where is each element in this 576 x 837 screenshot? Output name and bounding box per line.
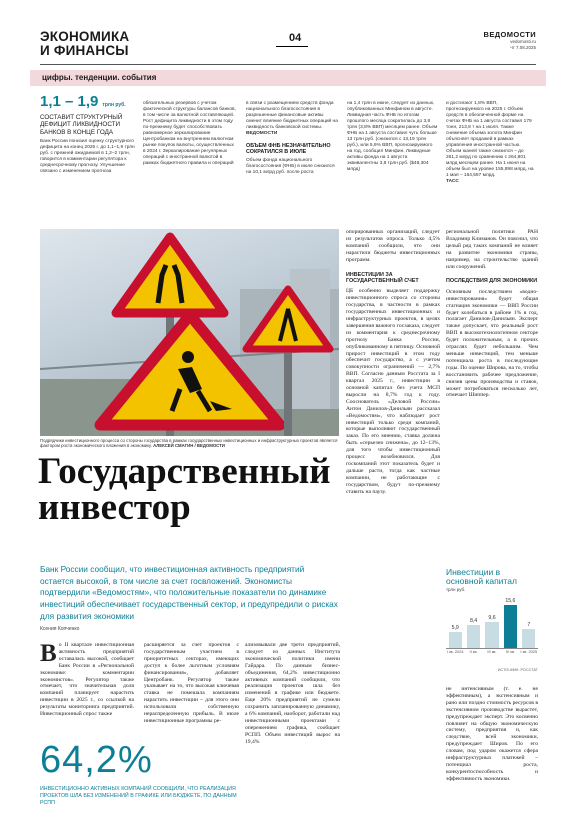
issue-date: чт 7.08.2025 [510, 45, 536, 50]
brief-text: Банк России понизил оценку структурного дефицита на конец 2025 г. до 1,1–1,9 трлн руб. с прежней ожидаемой в 1,2–2 трлн, говорится в комментарии регулятора к среднесрочному прогнозу. Улучшение связано с изменением прогноза [40, 139, 135, 175]
article-col-3: ализовывали две трети предприятий, следует из данных Института экономической политики имени Гайдара. По данным бизнес-объединения, 64,2% инвестиционно активных компаний сообщили, что реализация проектов шла без изменений в графике или бюджете. Еще 20% предприятий не сумели сохранить запланированную динамику, а 6% компаний, наоборот, работали над инвестиционными проектами с опережением графика, сообщает РСПП. Объем инвестиций вырос на 19,4% [245, 642, 340, 745]
brief-col-1 [40, 93, 136, 175]
photo-credit: АЛЕКСЕЙ СМАГИН / ВЕДОМОСТИ [153, 443, 225, 449]
brief-col-3-source: ВЕДОМОСТИ [246, 131, 278, 136]
chart-plot-area [446, 594, 538, 648]
article-title-line1: Государственный [38, 451, 331, 492]
dropcap: В [40, 640, 57, 667]
big-number-caption: ИНВЕСТИЦИОННО АКТИВНЫХ КОМПАНИЙ СООБЩИЛИ, ЧТО РЕАЛИЗАЦИЯ ПРОЕКТОВ ШЛА БЕЗ ИЗМЕНЕНИЙ В ГРАФИКЕ ИЛИ БЮДЖЕТЕ, ПО ДАННЫМ РСПП [40, 786, 237, 806]
chart-value-label: 7 [527, 621, 531, 628]
site-url: vedomosti.ru [510, 39, 536, 44]
article-title-line2: инвестор [38, 487, 191, 528]
chart-source: ИСТОЧНИК: РОССТАТ [497, 668, 538, 672]
photo-caption-text: Подрядчики инвестиционного процесса со стороны государства в рамках государственных инвестиционных и инфраструктурных проектов является фактором роста экономического вложения в экономику. [40, 438, 338, 449]
chart-value-label: 9,6 [488, 614, 496, 621]
rubric-label: цифры. тенденции. события [42, 73, 157, 82]
article-col-5-text-c: не интенсивным (т. е. не эффективным), а экстенсивным и рано или поздно стоимость ресурсов в экстенсивном производстве вырастет, предупреждает эксперт. Это косвенно повлияет на общую экономическую систему, предприятия и, как следствие, всей экономики, предупреждает Широв. По его словам, под ударом окажется сфера инфраструктурных платежей – потенциал роста, конкурентоспособность и эффективность экономики. [446, 686, 538, 782]
brief-col-5 [446, 101, 536, 185]
chart-x-tick-label: I кв. 2024 [446, 649, 464, 654]
article-author: Ксения Копченко [40, 626, 80, 632]
chart-value-label: 8,4 [469, 618, 478, 625]
brief-col-4: на 1,4 трлн в июне, следует из данных, опубликованных Минфином в августе. Ликвидная часть ФНБ по итогам прошлого месяца сократилась до 3,8 трлн (3,8% ВВП) месяцем ранее. Объем ФНБ на 1 августа составил чуть больше 13 трлн руб. (снизился с 13,19 трлн руб.), или 5,9% ВВП, прогнозируемого на год, сообщил Минфин. Ликвидные активы фонда на 1 августа эквивалентны 3,8 трлн руб. ($48,304 млрд) [347, 101, 438, 172]
chart-x-tick-label: II кв. [469, 649, 478, 654]
page-number-rule [276, 46, 308, 47]
chart-bar [467, 625, 480, 648]
article-col-4 [346, 229, 440, 800]
chart-x-tick-label: I кв. 2025 [520, 649, 538, 654]
chart-unit: трлн руб. [446, 587, 466, 592]
article-col-5 [446, 229, 538, 507]
chart-value-label: 15,6 [505, 598, 516, 605]
chart-x-axis [446, 650, 538, 666]
brief-col-2: обязательных резервов с учетом фактической структуры балансов банков, в том числе за валютной составляющей. Рост дефицита ликвидности в этом году по-прежнему будет способствовать равномерное зеркалирование Центробанком на внутреннем валютном рынке покупок валюты, осуществленных в 2024 г. Зеркалирование регулярных операций с иностранной валютой в рамках бюджетного правила и операций [143, 101, 236, 166]
article-col-2: расширяется за счет проектов с государственным участием в приоритетных секторах, имеющих доступ к более льготным условиям финансирования», добавляет Центробанк. Регулятор также указывает на то, что высокая ключевая ставка не помешала компаниям нарастить инвестиции – для этого они использовали собственную нераспределенную прибыль. В июле инвестиционные программы ре- [144, 642, 239, 724]
article-col-5-text-a: региональной политики РАН Владимир Климанов. Он пояснил, что целый ряд таких компаний не влияет на развитие экономики страны, например, на строительство зданий или сооружений. [446, 229, 538, 270]
header-rule [40, 64, 536, 65]
article-col-4-text-b: ЦБ особенно выделяет поддержку инвестиционного спроса со стороны государства, в частности в рамках государственных инвестиционных и инфраструктурных проектов, в целях завершения важного госзаказа, следует из комментария к среднесрочному прогнозу Банка России, опубликованному в пятницу. Основной прирост инвестиций в этом году обеспечит государство, а с учетом совокупности ограничений — 2,7% ВВП. Согласно данным Росстата за I квартал 2025 г., инвестиции в основной капитал без учета МСП выросли на 8,7% год к году. Сооснователь «Деловой России» Антон Данилов-Данильян рассказал «Ведомостям», что наблюдает рост инвестиций только среди компаний, которые выполняют государственный заказ. По его мнению, ставка должна быть «серьезно снижена», до 12–13%, для того чтобы инвестиционный процесс возобновился. Для госкомпаний этот показатель будет и дальше расти, тогда как частные компании, не работающие с государством, будут по-прежнему ставить на паузу. [346, 288, 440, 495]
article-photo [40, 229, 339, 436]
chart-x-tick-label: III кв. [487, 649, 497, 654]
article-col-1 [40, 642, 134, 718]
investment-chart [446, 568, 538, 678]
brief-col-3-heading: ОБЪЕМ ФНБ НЕЗНАЧИТЕЛЬНО СОКРАТИЛСЯ В ИЮЛЕ [246, 143, 331, 156]
chart-bar [449, 632, 462, 648]
photo-caption [40, 438, 339, 449]
chart-x-tick-label: IV кв. [505, 649, 516, 654]
masthead: ВЕДОМОСТИ [483, 30, 536, 39]
brief-col-3-text: Объем фонда национального благосостояния (ФНБ) в июле снизился на 10,1 млрд руб. после роста [246, 157, 335, 175]
chart-bar [504, 605, 517, 648]
big-number: 64,2% [40, 739, 153, 781]
article-col-4-text-a: опорированных организаций, следует из результатов опроса. Только 4,5% компаний сообщили, что они нарастили бюджеты инвестиционных программ. [346, 229, 440, 263]
chart-bar [522, 629, 535, 648]
chart-bar [485, 622, 498, 648]
brief-headline: СОСТАВИТ СТРУКТУРНЫЙ ДЕФИЦИТ ЛИКВИДНОСТИ БАНКОВ В КОНЦЕ ГОДА [40, 114, 123, 136]
brief-col-3 [246, 101, 340, 176]
masthead-block [484, 30, 536, 51]
article-col-1-text: о II квартале инвестиционная активность предприятий оставалась высокой, сообщает Банк России в «Региональной экономике: комментарии экономистов». Регулятор также отмечает, что значительная доля компаний планирует нарастить инвестиции в 2025 г., со ссылкой на результаты мониторинга предприятий. Инвестиционный спрос также [40, 642, 134, 718]
brief-figure-unit: трлн руб. [102, 102, 126, 108]
article-col-5-text-b: Основным последствием «водно-инвестирования» будет общая стагнация экономики — ВВП России будет колебаться в районе 1% в год, полагает Данилов-Данильян. Эксперт также допускает, что реальный рост ВВП в высокотехнологичном секторе будет положительным, а в прочих отраслях будет небольшим. Чем меньше инвестиций, тем меньше потенциала роста в последующие годы. По оценке Широва, на то, чтобы восстановить рабочее предложение, снизив цены производства и ставок, может потребоваться несколько лет, отмечает Шиппер. [446, 288, 538, 399]
chart-value-label: 5,9 [451, 624, 459, 631]
chart-title: Инвестиции в основной капитал [446, 567, 517, 586]
brief-col-5-source: ТАСС [446, 179, 459, 184]
brief-col-5-text: и достигают 1,8% ВВП, прогнозируемого на 2025 г. Объем средств в обезличенной форме на счетах ФНБ на 1 августа составил 179 тонн, 213,8 т на 1 июля. Также снижение объема золота Минфин объясняет продажей в рамках управления иностранной частью. Объем юаней также снизился – до 261,2 млрд по сравнению с 264,801 млрд месяцем ранее. На 1 июня на объем был на уровне 155,898 млрд, на 1 мая – 164,597 млрд. [446, 101, 534, 178]
brief-figure: 1,1 – 1,9 [40, 93, 99, 110]
road-signs-illustration [40, 229, 339, 436]
article-title [38, 451, 331, 528]
article-lead: Банк России сообщил, что инвестиционная активность предприятий остается высокой, в том числе за счет госвложений. Экономисты подтвердили «Ведомостям», что положительные показатели по динамике инвестиций обеспечивает государственный сектор, и предупредили о рисках для развития экономики [40, 564, 338, 621]
article-col-5-subhead: ПОСЛЕДСТВИЯ ДЛЯ ЭКОНОМИКИ [446, 278, 538, 285]
article-col-4-subhead: ИНВЕСТИЦИИ ЗА ГОСУДАРСТВЕННЫЙ СЧЕТ [346, 271, 419, 284]
section-title-line1: ЭКОНОМИКА [40, 29, 130, 44]
section-title [40, 30, 129, 58]
brief-col-3-text-top: в связи с размещением средств фонда национального благосостояния в разрешенные финансовые активы сменит влияние бюджетных операций на ликвидность банковской системы. [246, 101, 338, 130]
section-title-line2: И ФИНАНСЫ [40, 43, 129, 58]
page-number: 04 [289, 32, 302, 44]
